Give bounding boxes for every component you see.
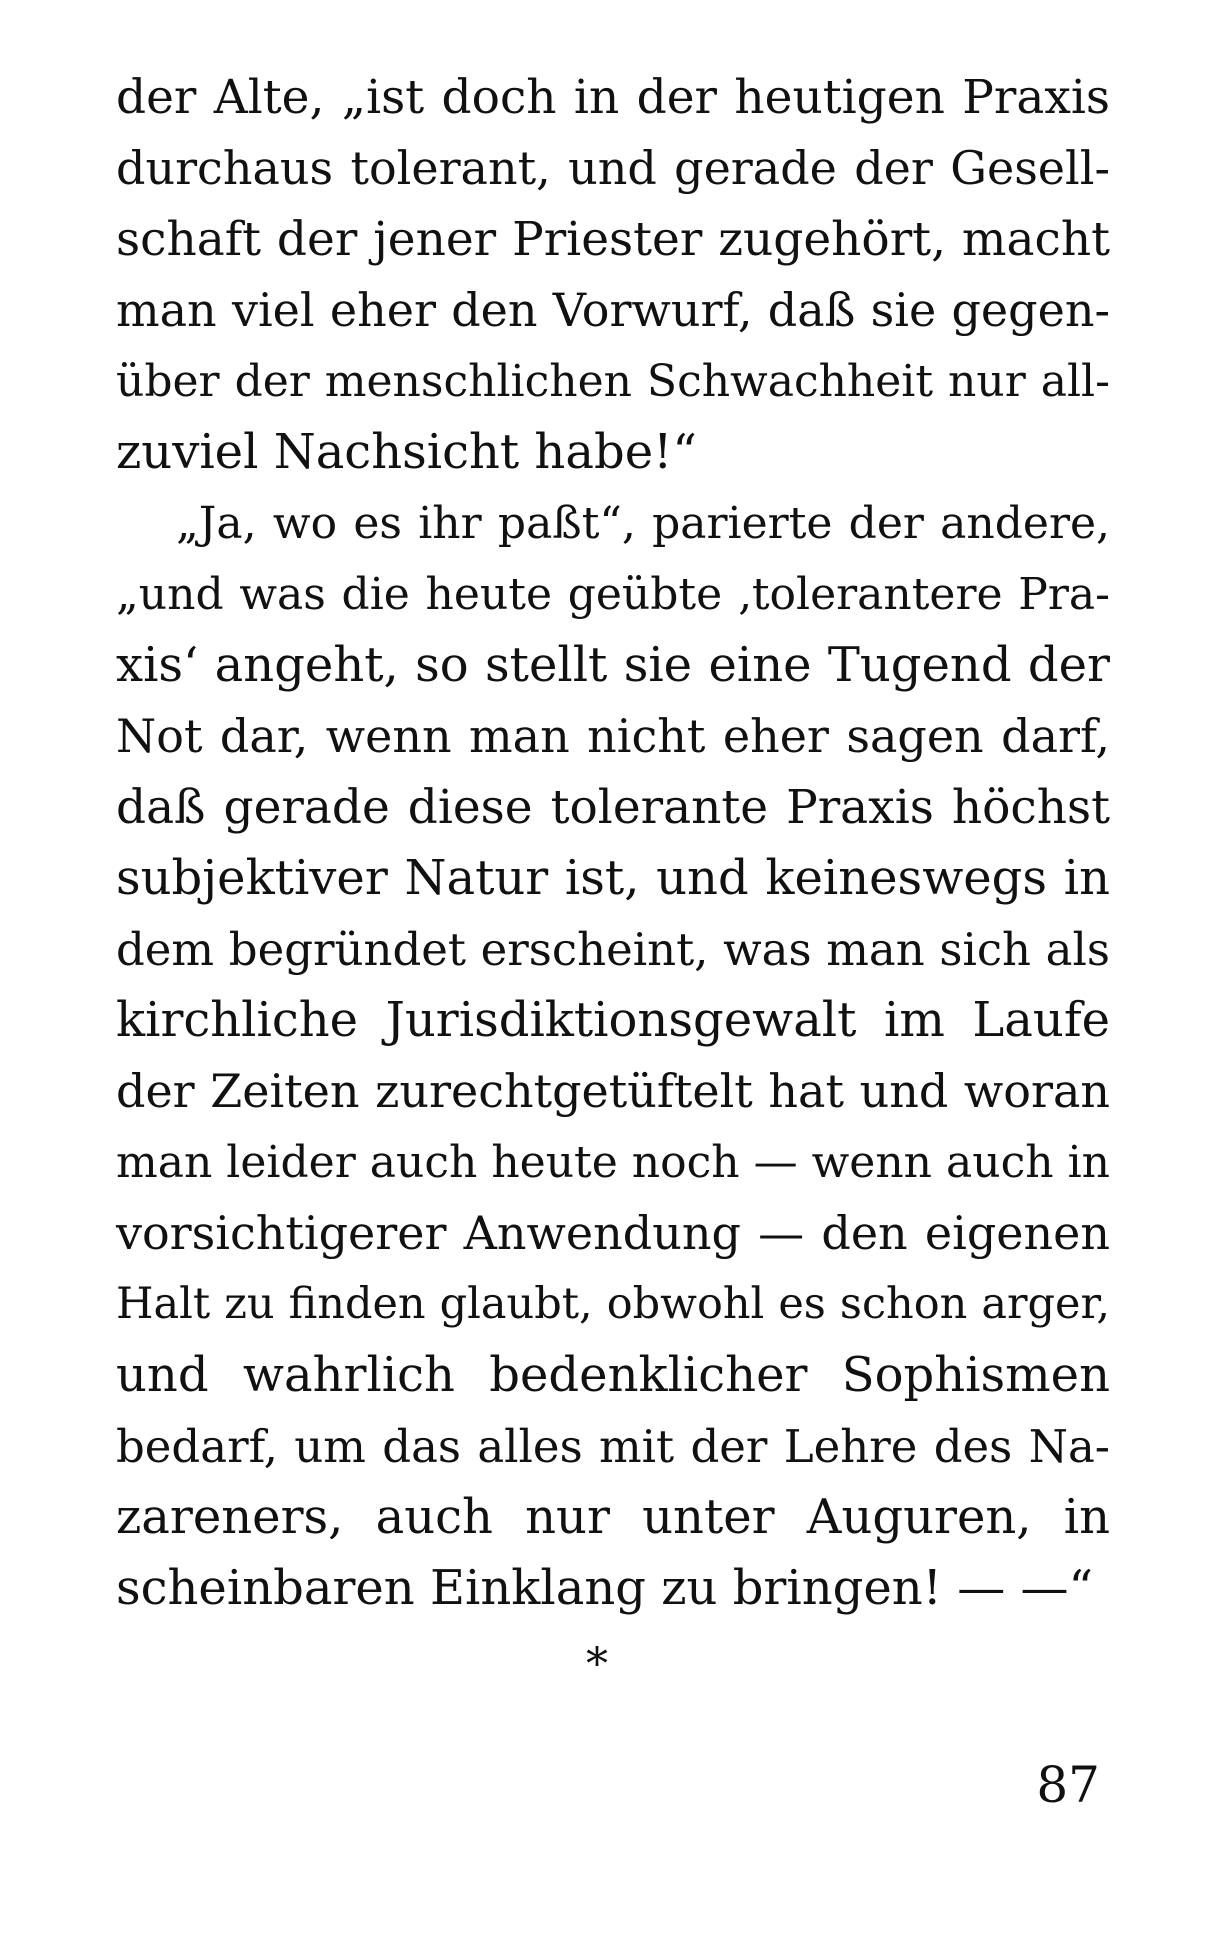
text-line: kirchliche Jurisdiktionsgewalt im Laufe [116, 992, 1110, 1048]
section-separator: * [586, 1639, 608, 1690]
text-line: zareners, auch nur unter Auguren, in [116, 1489, 1110, 1545]
text-line: durchaus tolerant, und gerade der Gesell- [116, 141, 1110, 195]
text-line: xis‘ angeht, so stellt sie eine Tugend der [116, 637, 1110, 693]
text-line: man leider auch heute noch — wenn auch in [116, 1137, 1110, 1188]
text-line: „Ja, wo es ihr paßt“, parierte der andere, [176, 498, 1110, 549]
text-line: daß gerade diese tolerante Praxis höchst [116, 780, 1110, 835]
text-line: subjektiver Natur ist, und keineswegs in [116, 850, 1110, 906]
body-text [116, 62, 1110, 1624]
text-line: scheinbaren Einklang zu bringen! — —“ [116, 1560, 1094, 1616]
text-line: zuviel Nachsicht habe!“ [116, 424, 697, 480]
text-line: schaft der jener Priester zugehört, macht [116, 212, 1110, 267]
text-line: Not dar, wenn man nicht eher sagen darf, [116, 709, 1110, 763]
text-line: der Alte, „ist doch in der heutigen Praxis [116, 70, 1110, 125]
text-line: vorsichtigerer Anwendung — den eigenen [116, 1206, 1110, 1260]
page-number: 87 [1036, 1756, 1100, 1814]
text-line: „und was die heute geübte ‚tolerantere Pra- [116, 569, 1110, 620]
text-line: über der menschlichen Schwachheit nur all- [116, 356, 1110, 407]
text-line: man viel eher den Vorwurf, daß sie gegen- [116, 283, 1110, 337]
text-line: Halt zu finden glaubt, obwohl es schon arger, [116, 1279, 1110, 1329]
text-line: und wahrlich bedenklicher Sophismen [116, 1347, 1110, 1403]
text-line: bedarf, um das alles mit der Lehre des Na- [116, 1420, 1110, 1473]
text-line: der Zeiten zurechtgetüftelt hat und woran [116, 1064, 1110, 1118]
text-line: dem begründet erscheint, was man sich als [116, 923, 1110, 976]
